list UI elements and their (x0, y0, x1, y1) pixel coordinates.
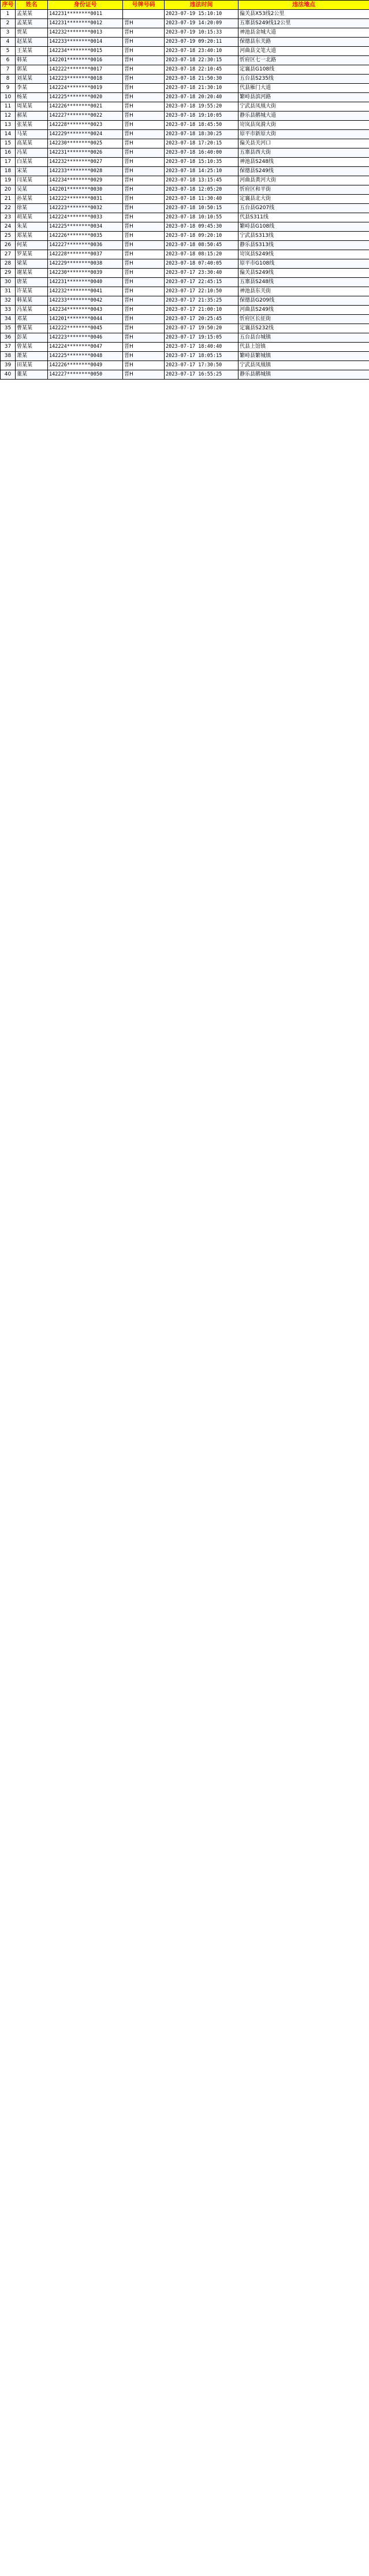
header-time: 违法时间 (165, 1, 238, 10)
row-name: 邓某 (16, 315, 48, 324)
row-id-number: 142231********0012 (48, 19, 123, 28)
row-violation-place: 代县S311线 (238, 213, 369, 222)
row-number: 3 (1, 28, 16, 38)
row-name: 刘某某 (16, 75, 48, 84)
table-row (1, 370, 369, 380)
table-row (1, 28, 369, 38)
table-row (1, 158, 369, 167)
row-violation-place: 原平市新原大街 (238, 130, 369, 139)
row-name: 吴某 (16, 185, 48, 195)
row-id-number: 142225********0020 (48, 93, 123, 102)
row-violation-place: 定襄县北大街 (238, 195, 369, 204)
row-plate-number: 晋H (123, 19, 165, 28)
row-violation-time: 2023-07-18 23:40:10 (165, 47, 238, 56)
row-plate-number: 晋H (123, 306, 165, 315)
row-id-number: 142201********0044 (48, 315, 123, 324)
row-id-number: 142224********0047 (48, 343, 123, 352)
row-id-number: 142234********0015 (48, 47, 123, 56)
row-plate-number: 晋H (123, 102, 165, 111)
row-id-number: 142201********0030 (48, 185, 123, 195)
row-violation-place: 代县雁门大道 (238, 84, 369, 93)
table-row (1, 250, 369, 259)
row-id-number: 142228********0023 (48, 121, 123, 130)
row-id-number: 142227********0022 (48, 111, 123, 121)
row-id-number: 142227********0050 (48, 370, 123, 380)
row-violation-place: 五寨县S248线 (238, 278, 369, 287)
table-row (1, 75, 369, 84)
table-row (1, 222, 369, 232)
row-violation-place: 保德县S249线 (238, 167, 369, 176)
row-violation-place: 河曲县S249线 (238, 306, 369, 315)
row-number: 19 (1, 176, 16, 185)
row-name: 郭某 (16, 65, 48, 75)
row-name: 孙某某 (16, 195, 48, 204)
row-plate-number: 晋H (123, 259, 165, 269)
table-row (1, 333, 369, 343)
row-plate-number: 晋H (123, 370, 165, 380)
row-violation-place: 神池县东关街 (238, 287, 369, 296)
row-violation-place: 静乐县鹅城大道 (238, 111, 369, 121)
table-row (1, 204, 369, 213)
row-violation-place: 偏关县S249线 (238, 269, 369, 278)
row-number: 30 (1, 278, 16, 287)
row-name: 韩某某 (16, 296, 48, 306)
row-violation-time: 2023-07-18 12:05:20 (165, 185, 238, 195)
row-violation-time: 2023-07-18 17:20:15 (165, 139, 238, 148)
row-violation-place: 五台县台城镇 (238, 333, 369, 343)
row-violation-place: 五寨县西大街 (238, 148, 369, 158)
row-violation-place: 五台县S235线 (238, 75, 369, 84)
row-plate-number: 晋H (123, 75, 165, 84)
row-number: 32 (1, 296, 16, 306)
row-name: 杨某 (16, 93, 48, 102)
row-number: 31 (1, 287, 16, 296)
row-name: 罗某某 (16, 250, 48, 259)
table-row (1, 278, 369, 287)
row-number: 24 (1, 222, 16, 232)
row-violation-time: 2023-07-18 16:40:00 (165, 148, 238, 158)
row-id-number: 142232********0027 (48, 158, 123, 167)
row-violation-time: 2023-07-18 10:10:55 (165, 213, 238, 222)
row-violation-time: 2023-07-17 21:35:25 (165, 296, 238, 306)
row-number: 27 (1, 250, 16, 259)
row-plate-number: 晋H (123, 324, 165, 333)
violation-table (0, 0, 369, 380)
row-id-number: 142233********0042 (48, 296, 123, 306)
row-number: 29 (1, 269, 16, 278)
table-row (1, 269, 369, 278)
row-violation-time: 2023-07-17 16:55:25 (165, 370, 238, 380)
row-name: 田某某 (16, 361, 48, 370)
row-name: 董某 (16, 370, 48, 380)
row-violation-place: 繁峙县滨河路 (238, 93, 369, 102)
row-violation-time: 2023-07-18 21:50:30 (165, 75, 238, 84)
row-violation-time: 2023-07-18 08:15:20 (165, 250, 238, 259)
row-id-number: 142228********0037 (48, 250, 123, 259)
row-number: 6 (1, 56, 16, 65)
table-row (1, 111, 369, 121)
row-plate-number: 晋H (123, 241, 165, 250)
row-violation-time: 2023-07-17 17:30:50 (165, 361, 238, 370)
row-violation-time: 2023-07-19 09:20:11 (165, 38, 238, 47)
row-violation-place: 神池县金城大道 (238, 28, 369, 38)
table-row (1, 315, 369, 324)
row-number: 22 (1, 204, 16, 213)
row-id-number: 142231********0011 (48, 10, 123, 19)
row-name: 曹某某 (16, 324, 48, 333)
table-row (1, 139, 369, 148)
row-id-number: 142233********0028 (48, 167, 123, 176)
row-plate-number: 晋H (123, 361, 165, 370)
row-name: 韩某 (16, 56, 48, 65)
row-name: 孟某某 (16, 19, 48, 28)
row-name: 贾某 (16, 28, 48, 38)
row-violation-time: 2023-07-17 22:45:15 (165, 278, 238, 287)
row-number: 36 (1, 333, 16, 343)
row-violation-place: 定襄县S232线 (238, 324, 369, 333)
row-violation-time: 2023-07-17 19:50:20 (165, 324, 238, 333)
table-row (1, 241, 369, 250)
row-violation-place: 静乐县S313线 (238, 241, 369, 250)
row-violation-time: 2023-07-18 18:45:50 (165, 121, 238, 130)
row-violation-time: 2023-07-18 11:30:40 (165, 195, 238, 204)
row-name: 彭某 (16, 333, 48, 343)
row-violation-place: 保德县G209线 (238, 296, 369, 306)
row-name: 宋某 (16, 167, 48, 176)
row-violation-place: 忻府区和平街 (238, 185, 369, 195)
table-row (1, 176, 369, 185)
row-number: 10 (1, 93, 16, 102)
table-row (1, 84, 369, 93)
row-number: 7 (1, 65, 16, 75)
row-id-number: 142201********0016 (48, 56, 123, 65)
row-violation-place: 繁峙县繁城镇 (238, 352, 369, 361)
row-violation-place: 神池县S248线 (238, 158, 369, 167)
table-row (1, 195, 369, 204)
row-name: 马某 (16, 130, 48, 139)
header-plate: 号牌号码 (123, 1, 165, 10)
table-row (1, 324, 369, 333)
row-id-number: 142223********0032 (48, 204, 123, 213)
table-row (1, 121, 369, 130)
row-number: 23 (1, 213, 16, 222)
row-id-number: 142234********0043 (48, 306, 123, 315)
row-violation-time: 2023-07-17 18:05:15 (165, 352, 238, 361)
row-id-number: 142229********0024 (48, 130, 123, 139)
row-violation-time: 2023-07-18 21:30:10 (165, 84, 238, 93)
table-row (1, 296, 369, 306)
row-violation-time: 2023-07-17 23:30:40 (165, 269, 238, 278)
row-plate-number: 晋H (123, 222, 165, 232)
row-id-number: 142230********0025 (48, 139, 123, 148)
table-row (1, 56, 369, 65)
row-violation-time: 2023-07-18 19:10:05 (165, 111, 238, 121)
row-violation-time: 2023-07-18 19:55:20 (165, 102, 238, 111)
row-violation-place: 五台县G207线 (238, 204, 369, 213)
row-violation-time: 2023-07-18 09:20:10 (165, 232, 238, 241)
row-name: 萧某 (16, 352, 48, 361)
table-row (1, 102, 369, 111)
row-plate-number: 晋H (123, 195, 165, 204)
row-id-number: 142231********0026 (48, 148, 123, 158)
row-number: 16 (1, 148, 16, 158)
table-row (1, 306, 369, 315)
row-violation-time: 2023-07-19 10:15:33 (165, 28, 238, 38)
row-id-number: 142224********0019 (48, 84, 123, 93)
row-name: 郑某某 (16, 232, 48, 241)
row-violation-time: 2023-07-18 22:30:15 (165, 56, 238, 65)
row-name: 周某某 (16, 102, 48, 111)
row-violation-place: 岢岚县S249线 (238, 250, 369, 259)
table-row (1, 65, 369, 75)
row-id-number: 142232********0041 (48, 287, 123, 296)
row-plate-number: 晋H (123, 287, 165, 296)
table-row (1, 130, 369, 139)
table-body (1, 10, 369, 380)
row-number: 18 (1, 167, 16, 176)
row-name: 徐某 (16, 204, 48, 213)
row-id-number: 142226********0035 (48, 232, 123, 241)
row-id-number: 142231********0040 (48, 278, 123, 287)
row-plate-number: 晋H (123, 269, 165, 278)
row-violation-place: 繁峙县G108线 (238, 222, 369, 232)
table-row (1, 93, 369, 102)
row-number: 5 (1, 47, 16, 56)
row-name: 闫某某 (16, 176, 48, 185)
table-row (1, 361, 369, 370)
row-number: 34 (1, 315, 16, 324)
row-violation-time: 2023-07-18 18:30:25 (165, 130, 238, 139)
row-violation-place: 宁武县凤凰大街 (238, 102, 369, 111)
row-name: 胡某某 (16, 213, 48, 222)
row-id-number: 142230********0039 (48, 269, 123, 278)
row-plate-number: 晋H (123, 315, 165, 324)
row-violation-time: 2023-07-18 09:45:30 (165, 222, 238, 232)
row-violation-time: 2023-07-18 13:15:45 (165, 176, 238, 185)
header-place: 违法地点 (238, 1, 369, 10)
row-plate-number: 晋H (123, 296, 165, 306)
row-name: 谢某某 (16, 269, 48, 278)
row-plate-number: 晋H (123, 185, 165, 195)
row-violation-time: 2023-07-19 14:20:09 (165, 19, 238, 28)
row-plate-number: 晋H (123, 250, 165, 259)
row-name: 白某某 (16, 158, 48, 167)
row-name: 赵某某 (16, 38, 48, 47)
row-violation-place: 偏关县X53线2公里 (238, 10, 369, 19)
row-violation-time: 2023-07-18 07:40:05 (165, 259, 238, 269)
row-id-number: 142226********0049 (48, 361, 123, 370)
row-name: 王某某 (16, 47, 48, 56)
row-id-number: 142233********0014 (48, 38, 123, 47)
row-plate-number: 晋H (123, 278, 165, 287)
table-row (1, 19, 369, 28)
row-violation-place: 定襄县G108线 (238, 65, 369, 75)
row-violation-place: 河曲县文笔大道 (238, 47, 369, 56)
row-number: 8 (1, 75, 16, 84)
row-plate-number: 晋H (123, 343, 165, 352)
table-row (1, 47, 369, 56)
row-plate-number: 晋H (123, 232, 165, 241)
row-number: 9 (1, 84, 16, 93)
row-violation-place: 宁武县S313线 (238, 232, 369, 241)
row-name: 高某某 (16, 139, 48, 148)
row-plate-number: 晋H (123, 93, 165, 102)
row-plate-number (123, 10, 165, 19)
row-name: 何某 (16, 241, 48, 250)
row-number: 28 (1, 259, 16, 269)
row-violation-place: 忻府区七一北路 (238, 56, 369, 65)
row-id-number: 142226********0021 (48, 102, 123, 111)
row-violation-time: 2023-07-17 21:00:10 (165, 306, 238, 315)
row-violation-time: 2023-07-18 20:20:40 (165, 93, 238, 102)
row-violation-place: 静乐县鹅城镇 (238, 370, 369, 380)
row-plate-number: 晋H (123, 167, 165, 176)
row-plate-number: 晋H (123, 158, 165, 167)
row-plate-number: 晋H (123, 139, 165, 148)
row-number: 1 (1, 10, 16, 19)
row-id-number: 142232********0013 (48, 28, 123, 38)
row-id-number: 142224********0033 (48, 213, 123, 222)
table-row (1, 185, 369, 195)
row-plate-number: 晋H (123, 176, 165, 185)
row-plate-number: 晋H (123, 47, 165, 56)
header-id: 身份证号 (48, 1, 123, 10)
row-violation-time: 2023-07-17 22:10:50 (165, 287, 238, 296)
row-plate-number: 晋H (123, 148, 165, 158)
table-row (1, 38, 369, 47)
row-violation-time: 2023-07-18 22:10:45 (165, 65, 238, 75)
row-number: 38 (1, 352, 16, 361)
row-id-number: 142229********0038 (48, 259, 123, 269)
row-number: 2 (1, 19, 16, 28)
row-number: 12 (1, 111, 16, 121)
row-plate-number: 晋H (123, 333, 165, 343)
row-plate-number: 晋H (123, 352, 165, 361)
row-violation-time: 2023-07-18 10:50:15 (165, 204, 238, 213)
row-violation-place: 河曲县黄河大街 (238, 176, 369, 185)
table-row (1, 213, 369, 222)
row-name: 曾某某 (16, 343, 48, 352)
row-name: 张某某 (16, 121, 48, 130)
row-name: 郝某 (16, 111, 48, 121)
row-violation-place: 忻府区长征街 (238, 315, 369, 324)
row-violation-time: 2023-07-19 15:10:10 (165, 10, 238, 19)
row-number: 39 (1, 361, 16, 370)
row-number: 13 (1, 121, 16, 130)
table-row (1, 167, 369, 176)
row-number: 40 (1, 370, 16, 380)
row-id-number: 142225********0034 (48, 222, 123, 232)
row-plate-number: 晋H (123, 130, 165, 139)
row-number: 17 (1, 158, 16, 167)
row-plate-number: 晋H (123, 38, 165, 47)
row-number: 25 (1, 232, 16, 241)
row-number: 15 (1, 139, 16, 148)
row-violation-place: 代县上馆镇 (238, 343, 369, 352)
row-plate-number: 晋H (123, 121, 165, 130)
header-no: 序号 (1, 1, 16, 10)
table-row (1, 10, 369, 19)
row-name: 李某 (16, 84, 48, 93)
row-name: 梁某 (16, 259, 48, 269)
header-name: 姓名 (16, 1, 48, 10)
row-violation-place: 岢岚县岚漪大街 (238, 121, 369, 130)
row-name: 孟某某 (16, 10, 48, 19)
row-number: 11 (1, 102, 16, 111)
row-violation-place: 五寨县S249线12公里 (238, 19, 369, 28)
row-id-number: 142222********0017 (48, 65, 123, 75)
row-violation-place: 偏关县关河口 (238, 139, 369, 148)
row-id-number: 142225********0048 (48, 352, 123, 361)
row-id-number: 142227********0036 (48, 241, 123, 250)
row-name: 冯某某 (16, 306, 48, 315)
row-number: 14 (1, 130, 16, 139)
row-violation-place: 宁武县凤凰镇 (238, 361, 369, 370)
row-id-number: 142234********0029 (48, 176, 123, 185)
row-violation-time: 2023-07-18 14:25:10 (165, 167, 238, 176)
row-id-number: 142223********0046 (48, 333, 123, 343)
row-number: 21 (1, 195, 16, 204)
row-number: 33 (1, 306, 16, 315)
row-number: 26 (1, 241, 16, 250)
row-plate-number: 晋H (123, 65, 165, 75)
table-row (1, 352, 369, 361)
table-row (1, 343, 369, 352)
table-row (1, 259, 369, 269)
row-plate-number: 晋H (123, 56, 165, 65)
row-plate-number: 晋H (123, 111, 165, 121)
row-name: 许某某 (16, 287, 48, 296)
row-violation-place: 原平市G108线 (238, 259, 369, 269)
row-number: 37 (1, 343, 16, 352)
row-name: 朱某 (16, 222, 48, 232)
table-header-row (1, 1, 369, 10)
row-name: 唐某 (16, 278, 48, 287)
row-violation-time: 2023-07-17 18:40:40 (165, 343, 238, 352)
row-violation-time: 2023-07-18 08:50:45 (165, 241, 238, 250)
row-number: 20 (1, 185, 16, 195)
table-row (1, 148, 369, 158)
row-plate-number: 晋H (123, 204, 165, 213)
row-plate-number: 晋H (123, 84, 165, 93)
row-id-number: 142222********0031 (48, 195, 123, 204)
row-id-number: 142223********0018 (48, 75, 123, 84)
table-row (1, 232, 369, 241)
row-violation-time: 2023-07-17 20:25:45 (165, 315, 238, 324)
row-violation-place: 保德县东关路 (238, 38, 369, 47)
row-number: 35 (1, 324, 16, 333)
row-violation-time: 2023-07-17 19:15:05 (165, 333, 238, 343)
row-plate-number: 晋H (123, 213, 165, 222)
row-name: 冯某 (16, 148, 48, 158)
row-plate-number: 晋H (123, 28, 165, 38)
table-row (1, 287, 369, 296)
row-id-number: 142222********0045 (48, 324, 123, 333)
row-violation-time: 2023-07-18 15:10:35 (165, 158, 238, 167)
row-number: 4 (1, 38, 16, 47)
